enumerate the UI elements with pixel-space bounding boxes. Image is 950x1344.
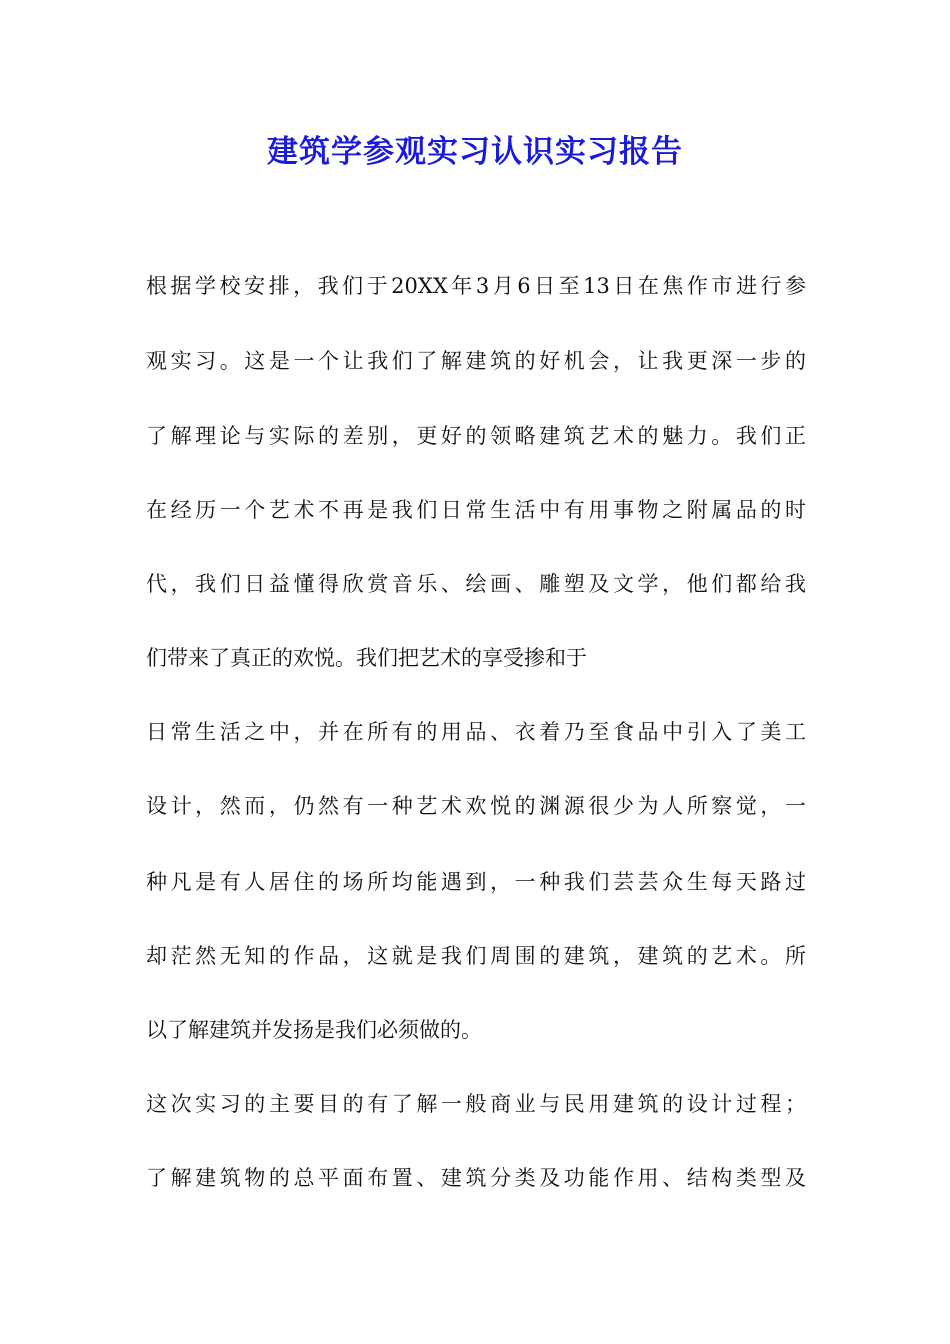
text-line: 了解理论与实际的差别，更好的领略建筑艺术的魅力。我们正 xyxy=(146,424,806,448)
text-line: 代，我们日益懂得欣赏音乐、绘画、雕塑及文学，他们都给我 xyxy=(146,572,806,596)
text-line: 在经历一个艺术不再是我们日常生活中有用事物之附属品的时 xyxy=(146,498,806,522)
text-line: 却茫然无知的作品，这就是我们周围的建筑，建筑的艺术。所 xyxy=(146,944,806,968)
text-line: 根据学校安排，我们于20XX年3月6日至13日在焦作市进行参 xyxy=(146,274,806,298)
text-line: 日常生活之中，并在所有的用品、衣着乃至食品中引入了美工 xyxy=(146,720,806,744)
text-line: 设计，然而，仍然有一种艺术欢悦的渊源很少为人所察觉，一 xyxy=(146,794,806,818)
text-line: 以了解建筑并发扬是我们必须做的。 xyxy=(146,1018,482,1042)
text-line: 了解建筑物的总平面布置、建筑分类及功能作用、结构类型及 xyxy=(146,1166,806,1190)
document-title: 建筑学参观实习认识实习报告 xyxy=(267,134,683,170)
text-line: 这次实习的主要目的有了解一般商业与民用建筑的设计过程； xyxy=(146,1092,806,1116)
text-line: 们带来了真正的欢悦。我们把艺术的享受掺和于 xyxy=(146,646,587,670)
text-line: 观实习。这是一个让我们了解建筑的好机会，让我更深一步的 xyxy=(146,349,806,373)
text-line: 种凡是有人居住的场所均能遇到，一种我们芸芸众生每天路过 xyxy=(146,870,806,894)
